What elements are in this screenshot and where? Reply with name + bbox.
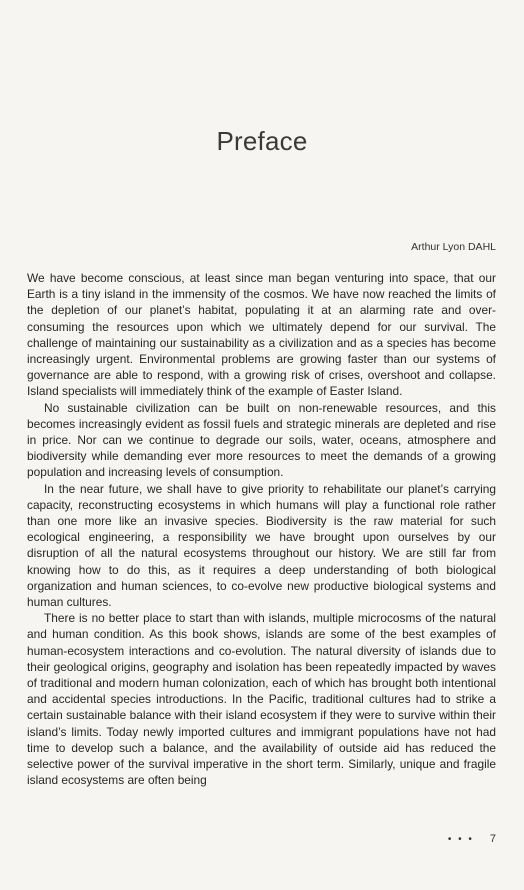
page-number: 7 [489,833,496,845]
preface-body [27,270,496,789]
paragraph: In the near future, we shall have to give priority to rehabilitate our planet’s carrying capacity, reconstructing ecosystems in which humans will play a functional role rather than one more like an invasive species. Biodiversity is the raw material for such ecological engineering, a responsibility we have brought upon ourselves by our disruption of all the natural ecosystems throughout our history. We are still far from knowing how to do this, as it requires a deep understanding of both biological organization and human sciences, to co-evolve new productive biological systems and human cultures. [27,481,496,610]
paragraph: No sustainable civilization can be built on non-renewable resources, and this becomes increasingly evident as fossil fuels and strategic minerals are depleted and rise in price. Nor can we continue to degrade our soils, water, oceans, atmosphere and biodiversity while demanding ever more resources to meet the demands of a growing population and increasing levels of consumption. [27,400,496,480]
paragraph: There is no better place to start than with islands, multiple microcosms of the natural and human condition. As this book shows, islands are some of the best examples of human-ecosystem interactions and co-evolution. The natural diversity of islands due to their geological origins, geography and isolation has been repeatedly impacted by waves of traditional and modern human colonization, each of which has brought both intentional and accidental species introductions. In the Pacific, traditional cultures had to strike a certain sustainable balance with their island ecosystem if they were to survive within their island’s limits. Today newly imported cultures and immigrant populations have not had time to develop such a balance, and the availability of outside aid has reduced the selective power of the survival imperative in the short term. Similarly, unique and fragile island ecosystems are often being [27,611,496,788]
author-name: Arthur Lyon DAHL [411,241,496,253]
page-footer [448,833,496,845]
footer-ornament: • • • [447,833,474,845]
page-title: Preface [216,126,308,156]
paragraph: We have become conscious, at least since man began venturing into space, that our Earth is a tiny island in the immensity of the cosmos. We have now reached the limits of the depletion of our planet’s habitat, populating it at an alarming rate and over-consuming the resources upon which we ultimately depend for our survival. The challenge of maintaining our sustainability as a civilization and as a species has become increasingly urgent. Environmental problems are growing faster than our systems of governance are able to respond, with a growing risk of crises, overshoot and collapse. Island specialists will immediately think of the example of Easter Island. [27,271,496,399]
